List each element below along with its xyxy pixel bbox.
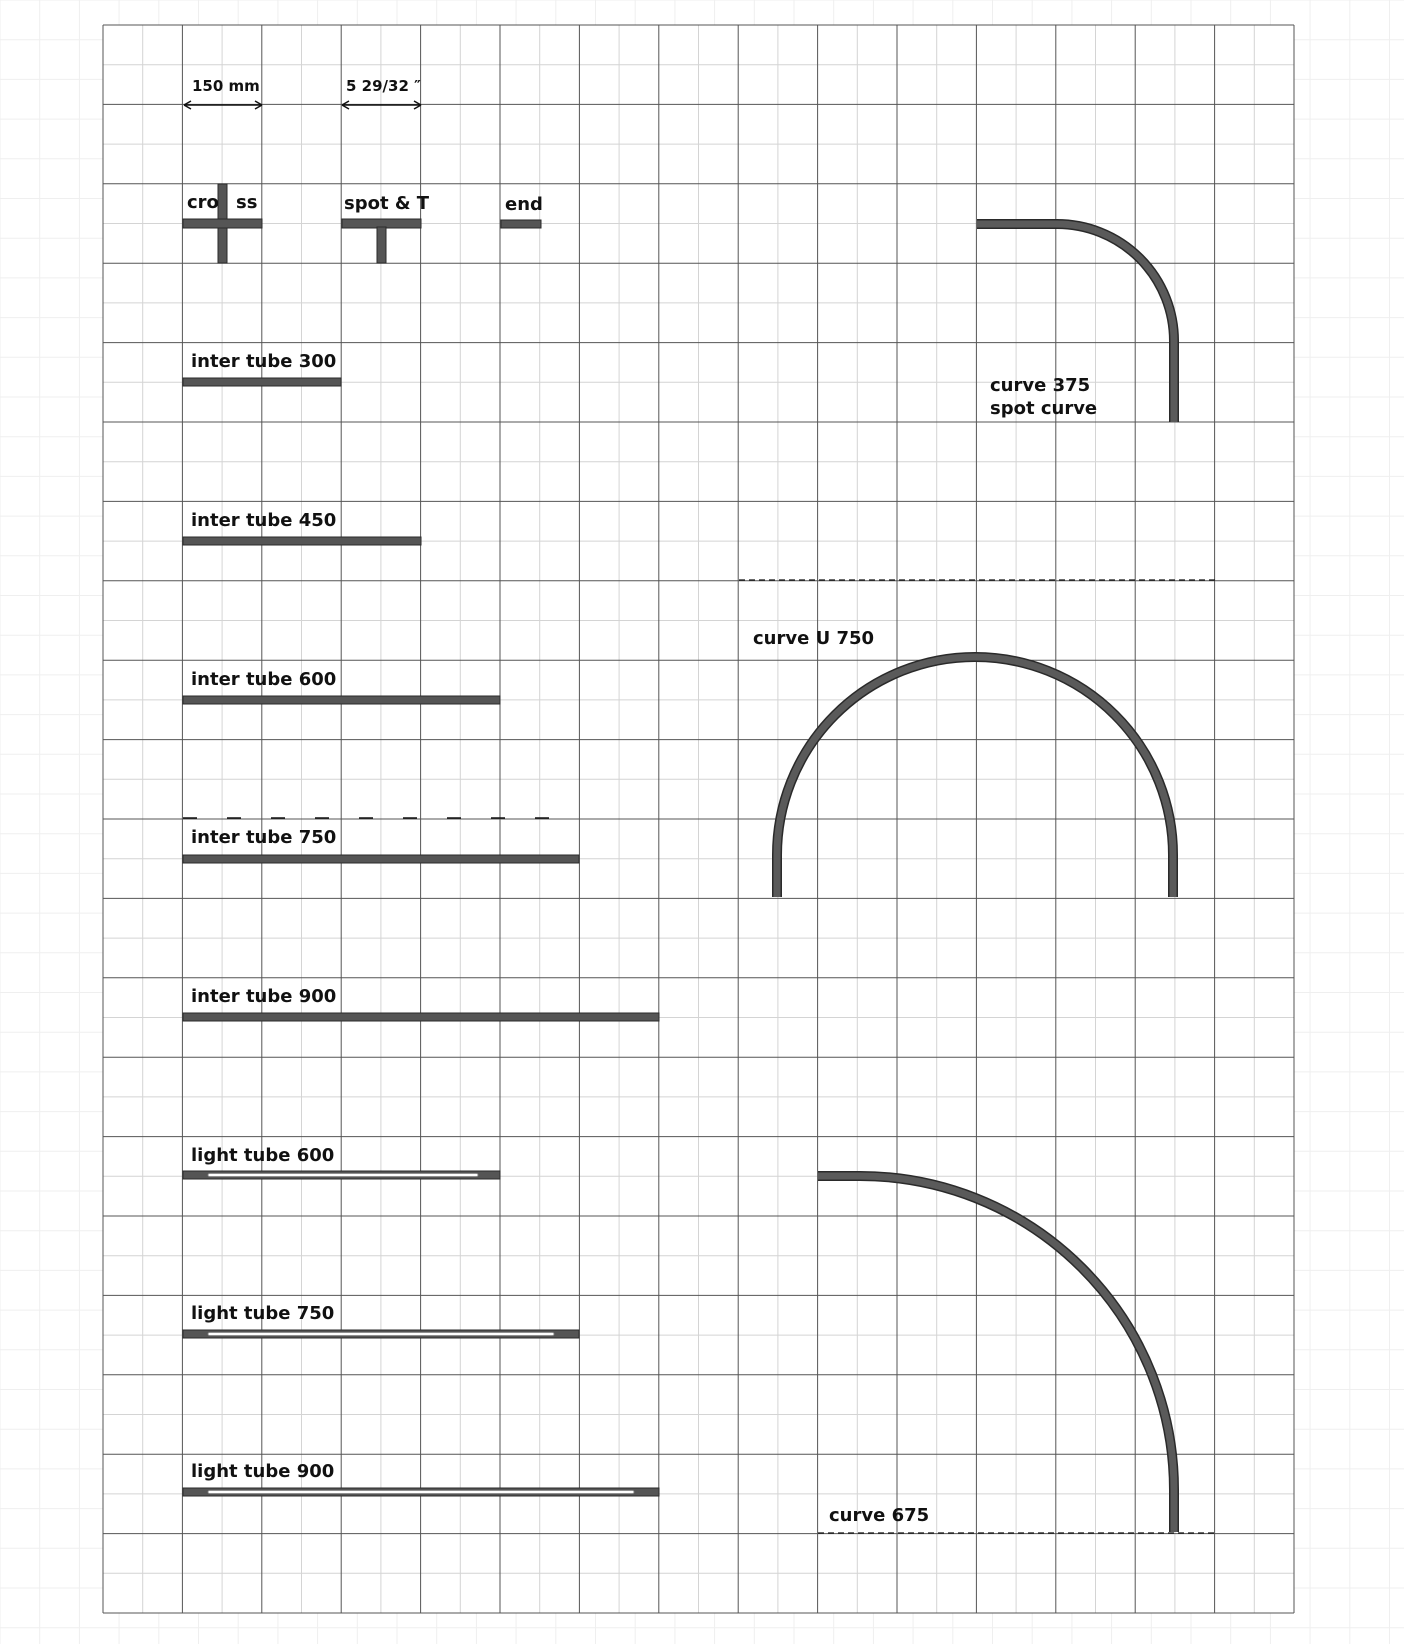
inter-tube-300-bar	[183, 378, 341, 386]
cross-horizontal-bar	[183, 219, 262, 228]
end-connector	[501, 194, 543, 228]
inter-tube-600-bar	[183, 696, 500, 704]
curve-375-label: curve 375	[990, 375, 1091, 396]
curve-375-sub-label: spot curve	[990, 398, 1098, 419]
curve-u-750-label: curve U 750	[753, 628, 875, 649]
spot-t-vertical-bar	[377, 227, 386, 263]
light-tube-900-label: light tube 900	[191, 1461, 335, 1482]
light-tube-750-label: light tube 750	[191, 1303, 335, 1324]
dimension-mm-label: 150 mm	[192, 77, 260, 95]
inter-tube-600-label: inter tube 600	[191, 669, 337, 690]
end-bar	[501, 220, 541, 228]
curve-675-label: curve 675	[829, 1505, 930, 1526]
inter-tube-900-label: inter tube 900	[191, 986, 337, 1007]
inter-tube-900-bar	[183, 1013, 659, 1021]
inter-tube-450-bar	[183, 537, 421, 545]
light-tube-600-label: light tube 600	[191, 1145, 335, 1166]
cross-label-right: ss	[236, 192, 258, 213]
major-grid	[103, 25, 1294, 1613]
inter-tube-300	[183, 351, 341, 386]
inter-tube-750-bar	[183, 855, 579, 863]
light-tube-900-slot	[208, 1491, 634, 1494]
inter-tube-450-label: inter tube 450	[191, 510, 337, 531]
inter-tube-750-label: inter tube 750	[191, 827, 337, 848]
spot-t-label: spot & T	[344, 193, 430, 214]
light-tube-750-slot	[208, 1333, 554, 1336]
inter-tube-300-label: inter tube 300	[191, 351, 337, 372]
end-label: end	[505, 194, 543, 215]
light-tube-600-slot	[208, 1174, 478, 1177]
dimension-in-label: 5 29/32 ″	[346, 77, 421, 95]
cross-label-left: cro	[187, 192, 219, 213]
